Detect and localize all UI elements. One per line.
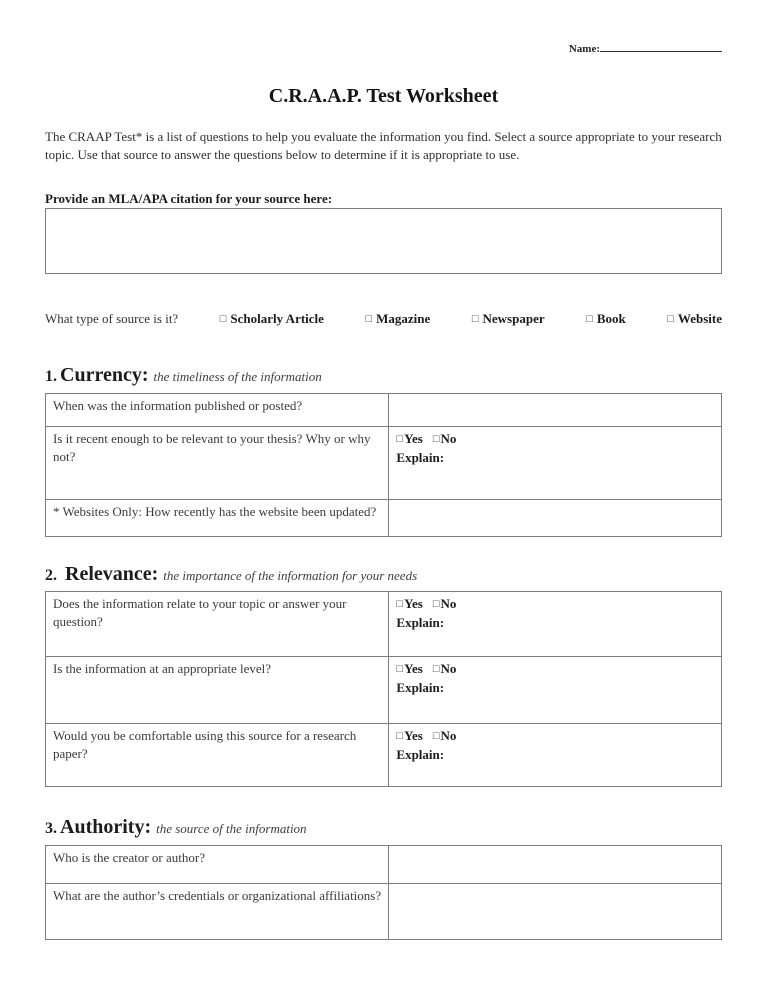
section-title: Relevance: — [65, 563, 159, 585]
yes-no-line — [396, 660, 714, 679]
page-title: C.R.A.A.P. Test Worksheet — [268, 85, 499, 107]
section-subtitle: the timeliness of the information — [153, 369, 322, 384]
question-cell: Would you be comfortable using this source for a research paper? — [46, 724, 389, 787]
no-checkbox[interactable] — [433, 596, 457, 611]
answer-cell[interactable] — [389, 724, 722, 787]
source-option-newspaper[interactable] — [472, 310, 545, 329]
name-blank-field[interactable] — [600, 40, 722, 52]
section-number: 2. — [45, 567, 57, 584]
answer-cell[interactable] — [389, 394, 722, 427]
checkbox-icon: □ — [432, 598, 440, 610]
table-row — [46, 846, 722, 884]
question-cell: When was the information published or posted? — [46, 394, 389, 427]
source-option-magazine[interactable] — [365, 310, 430, 329]
question-cell: Is it recent enough to be relevant to your thesis? Why or why not? — [46, 427, 389, 500]
answer-cell[interactable] — [389, 657, 722, 724]
yes-checkbox[interactable] — [396, 661, 422, 676]
yes-no-line — [396, 430, 714, 449]
yes-label: Yes — [404, 596, 423, 611]
no-checkbox[interactable] — [433, 728, 457, 743]
checkbox-icon: □ — [396, 433, 404, 445]
yes-no-line — [396, 595, 714, 614]
intro-paragraph: The CRAAP Test* is a list of questions to help you evaluate the information you find. Select a source appropriate to your research topic. Use that source to answer the questions below to determine if it is appropriate to use. — [45, 129, 722, 162]
no-checkbox[interactable] — [433, 661, 457, 676]
source-option-label: Magazine — [376, 311, 431, 326]
section-1-heading — [45, 362, 722, 390]
source-option-label: Website — [677, 311, 722, 326]
explain-label: Explain: — [396, 747, 445, 762]
section-2-heading — [45, 561, 722, 589]
no-label: No — [440, 431, 457, 446]
section-3-heading — [45, 814, 722, 842]
no-label: No — [440, 661, 457, 676]
yes-label: Yes — [404, 431, 423, 446]
source-type-row — [45, 310, 722, 329]
explain-label: Explain: — [396, 680, 445, 695]
checkbox-icon: □ — [432, 730, 440, 742]
source-option-scholarly-article[interactable] — [220, 310, 324, 329]
name-row — [45, 40, 722, 54]
checkbox-icon: □ — [396, 663, 404, 675]
yes-label: Yes — [404, 661, 423, 676]
table-row — [46, 657, 722, 724]
explain-label: Explain: — [396, 615, 445, 630]
source-option-label: Newspaper — [482, 311, 545, 326]
yes-checkbox[interactable] — [396, 596, 422, 611]
table-row — [46, 427, 722, 500]
citation-input-box[interactable] — [45, 208, 722, 274]
question-cell: Is the information at an appropriate level? — [46, 657, 389, 724]
source-option-label: Scholarly Article — [230, 311, 324, 326]
checkbox-icon: □ — [365, 313, 373, 325]
section-3-table — [45, 845, 722, 940]
yes-label: Yes — [404, 728, 423, 743]
checkbox-icon: □ — [667, 313, 674, 325]
source-type-question: What type of source is it? — [45, 311, 179, 326]
question-cell: * Websites Only: How recently has the website been updated? — [46, 500, 389, 537]
section-2-table — [45, 591, 722, 787]
no-label: No — [440, 596, 457, 611]
source-option-book[interactable] — [586, 310, 626, 329]
checkbox-icon: □ — [432, 433, 440, 445]
question-cell: What are the author’s credentials or organizational affiliations? — [46, 884, 389, 940]
table-row — [46, 724, 722, 787]
name-label: Name: — [568, 43, 600, 55]
section-subtitle: the source of the information — [156, 821, 307, 836]
explain-label: Explain: — [396, 450, 445, 465]
question-cell: Does the information relate to your topic or answer your question? — [46, 592, 389, 657]
checkbox-icon: □ — [396, 730, 404, 742]
no-label: No — [440, 728, 457, 743]
yes-no-line — [396, 727, 714, 746]
section-title: Authority: — [60, 816, 152, 838]
citation-prompt: Provide an MLA/APA citation for your source here: — [45, 191, 333, 206]
yes-checkbox[interactable] — [396, 431, 422, 446]
answer-cell[interactable] — [389, 592, 722, 657]
checkbox-icon: □ — [396, 598, 404, 610]
source-option-label: Book — [596, 311, 626, 326]
checkbox-icon: □ — [586, 313, 593, 325]
section-number: 1. — [45, 368, 57, 385]
table-row — [46, 500, 722, 537]
section-number: 3. — [45, 820, 57, 837]
section-1-table — [45, 393, 722, 537]
checkbox-icon: □ — [219, 313, 227, 325]
source-option-website[interactable] — [667, 310, 722, 329]
answer-cell[interactable] — [389, 846, 722, 884]
answer-cell[interactable] — [389, 427, 722, 500]
table-row — [46, 592, 722, 657]
answer-cell[interactable] — [389, 500, 722, 537]
checkbox-icon: □ — [432, 663, 440, 675]
section-title: Currency: — [60, 364, 149, 386]
table-row — [46, 884, 722, 940]
answer-cell[interactable] — [389, 884, 722, 940]
section-subtitle: the importance of the information for your needs — [163, 568, 418, 583]
no-checkbox[interactable] — [433, 431, 457, 446]
yes-checkbox[interactable] — [396, 728, 422, 743]
question-cell: Who is the creator or author? — [46, 846, 389, 884]
checkbox-icon: □ — [471, 313, 479, 325]
table-row — [46, 394, 722, 427]
